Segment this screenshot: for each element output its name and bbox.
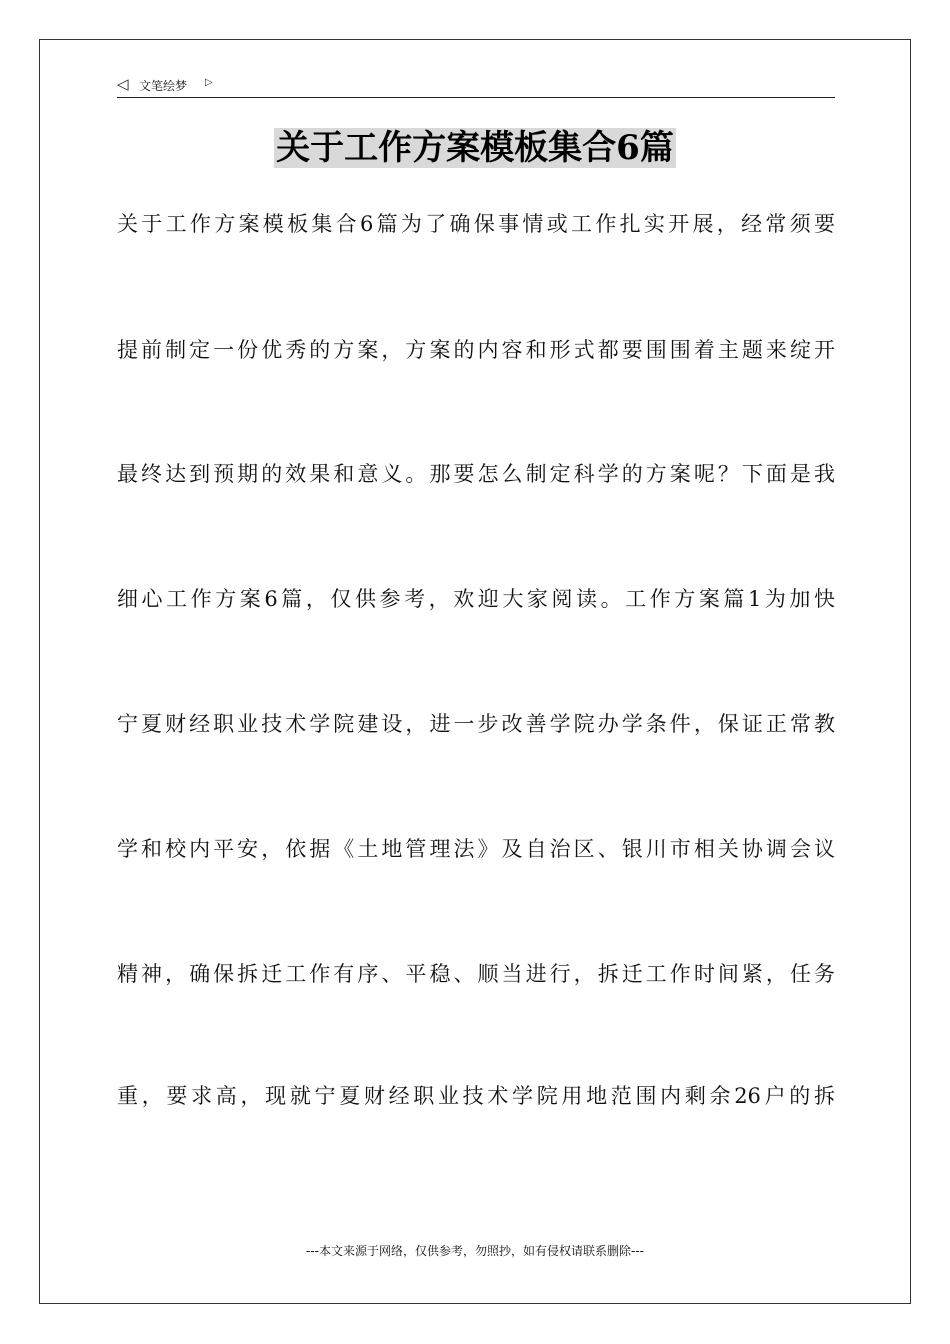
body-line: 细心工作方案6篇，仅供参考，欢迎大家阅读。工作方案篇1为加快 (117, 587, 835, 611)
body-line: 最终达到预期的效果和意义。那要怎么制定科学的方案呢？下面是我 (117, 462, 835, 486)
triangle-left-icon: ◁ (117, 75, 129, 93)
body-line: 提前制定一份优秀的方案，方案的内容和形式都要围围着主题来绽开 (117, 338, 835, 362)
title-container (0, 128, 950, 168)
body-line: 宁夏财经职业技术学院建设，进一步改善学院办学条件，保证正常教 (117, 712, 835, 736)
triangle-right-icon: ▷ (205, 77, 213, 88)
body-line: 学和校内平安，依据《土地管理法》及自治区、银川市相关协调会议 (117, 837, 835, 861)
body-line: 精神，确保拆迁工作有序、平稳、顺当进行，拆迁工作时间紧，任务 (117, 962, 835, 986)
footer-disclaimer: ---本文来源于网络，仅供参考，勿照抄，如有侵权请联系删除--- (306, 1244, 644, 1258)
body-line: 重，要求高，现就宁夏财经职业技术学院用地范围内剩余26户的拆 (117, 1084, 835, 1108)
body-line: 关于工作方案模板集合6篇为了确保事情或工作扎实开展，经常须要 (117, 212, 835, 236)
header-label: 文笔绘梦 (139, 79, 188, 93)
page-header (117, 74, 835, 98)
document-title: 关于工作方案模板集合6篇 (276, 128, 674, 168)
